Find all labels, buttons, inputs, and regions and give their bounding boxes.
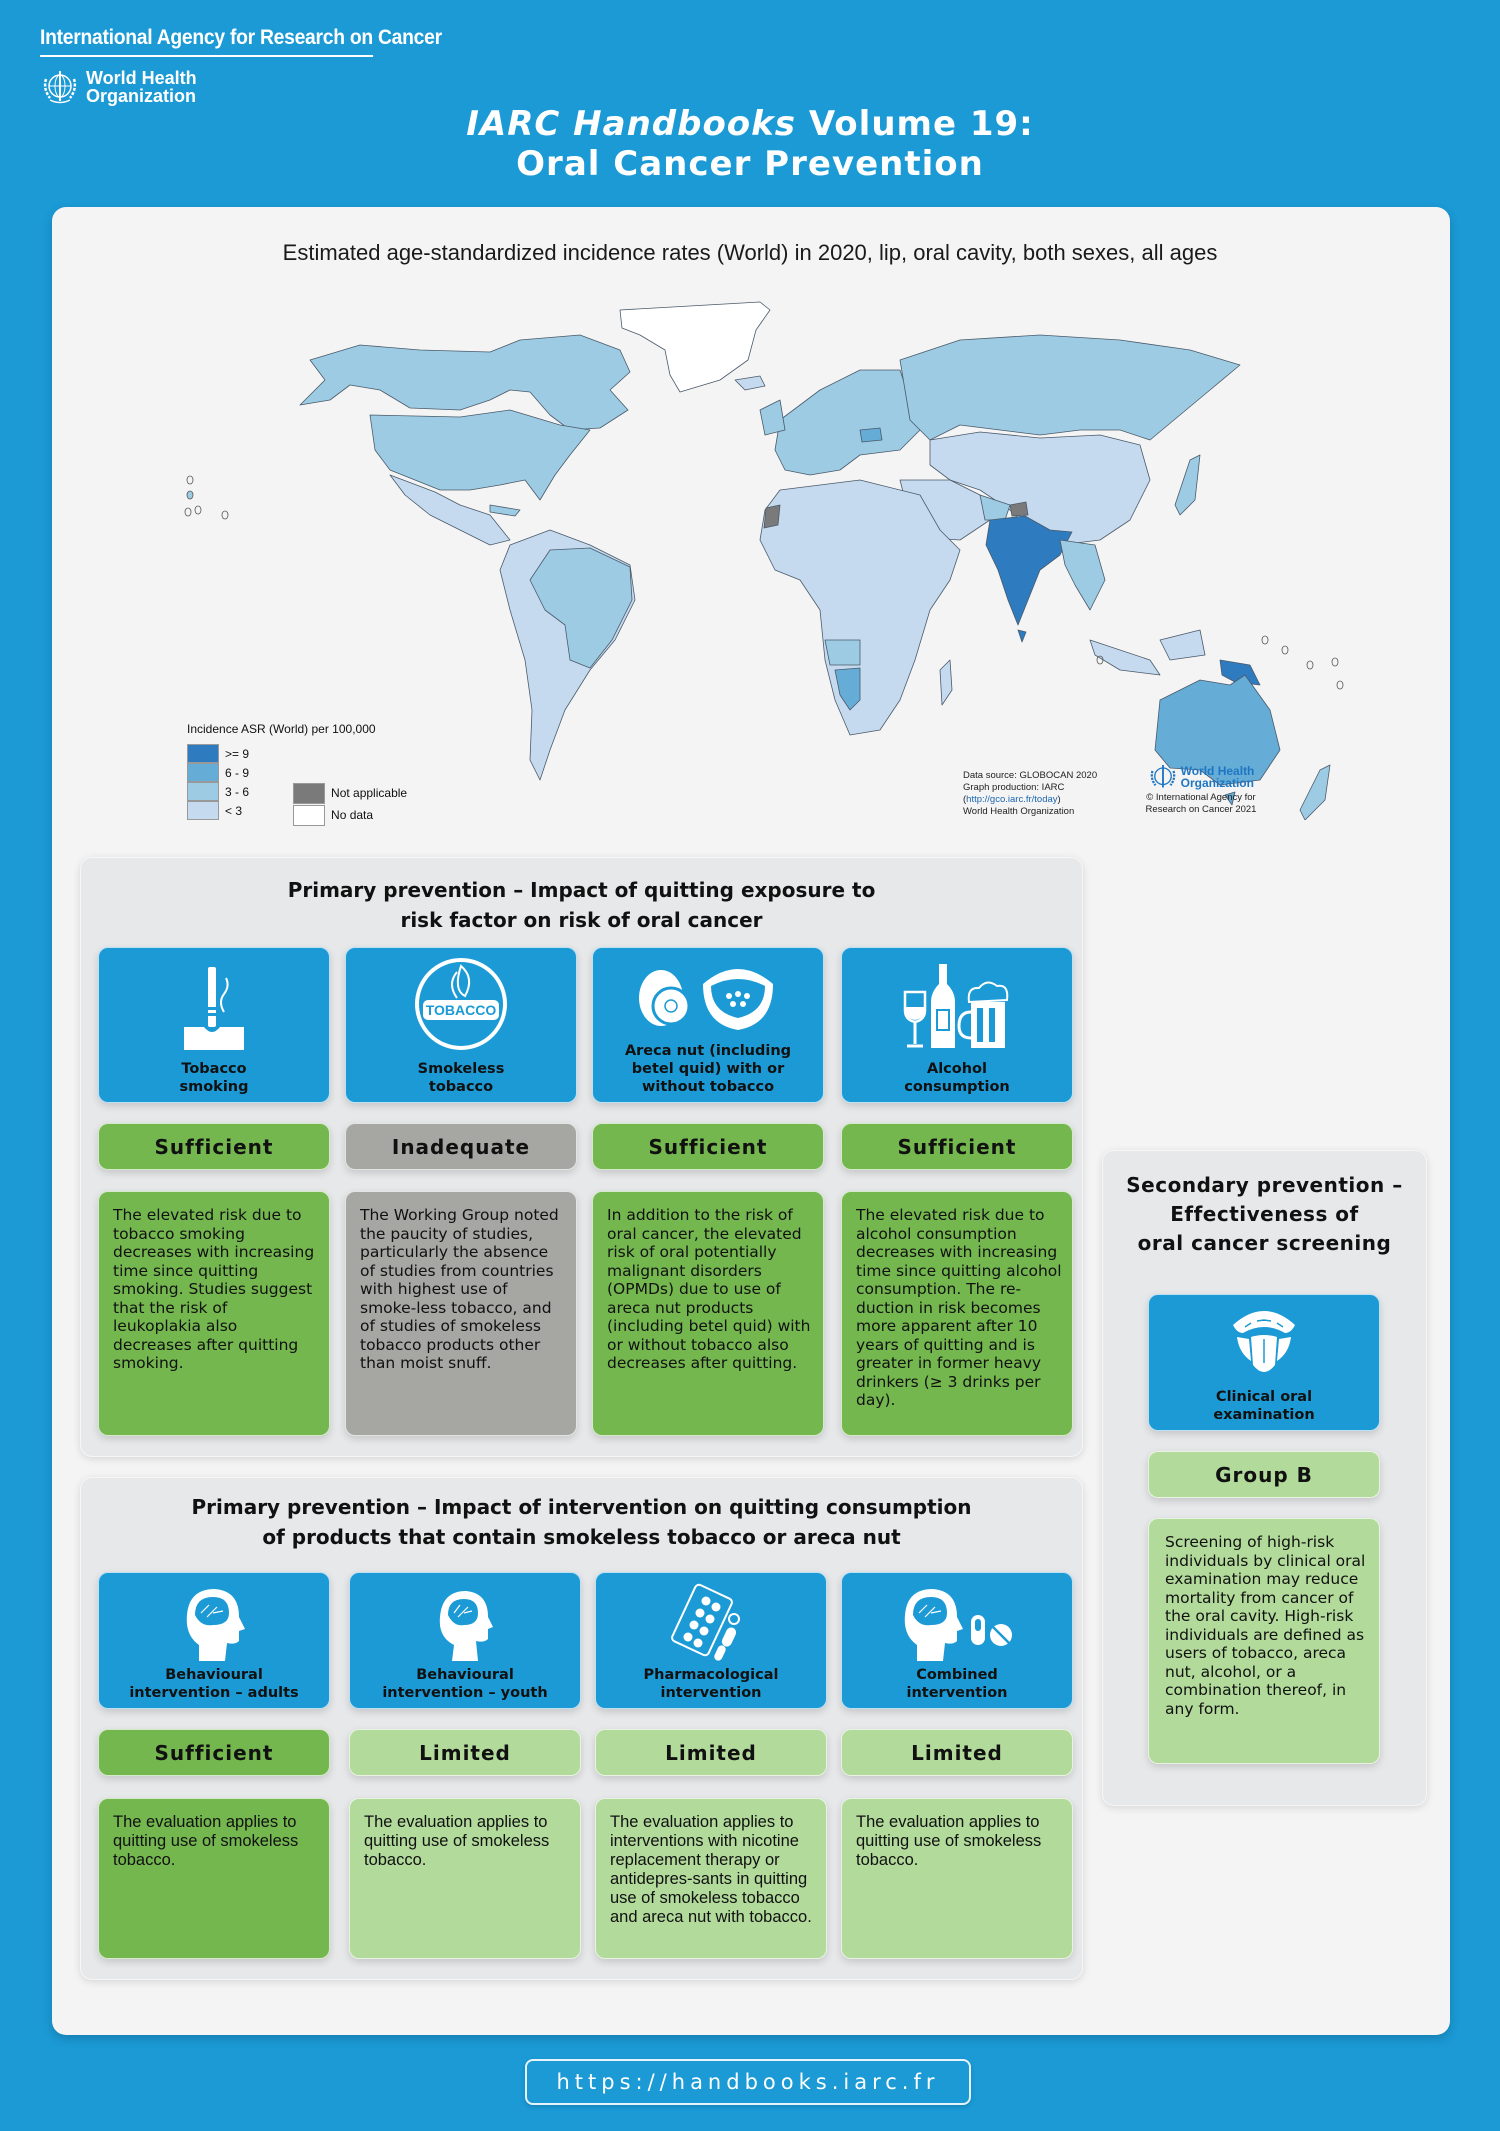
copyright-line1: © International Agency for	[1146, 792, 1256, 803]
org-header	[40, 26, 442, 107]
panel-title-line1: Primary prevention – Impact of quitting exposure to	[287, 878, 876, 902]
map-region-russia	[900, 335, 1240, 440]
tile-label: without tobacco	[641, 1079, 775, 1095]
evaluation-description	[349, 1798, 581, 1959]
description-text: The elevated risk due to alcohol consumption decreases with increasing time since quitting alcohol consumption. The re-duction in risk becomes more apparent after 10 years of quitting and is greater in former heavy drinkers (≥ 3 drinks per day).	[856, 1206, 1062, 1409]
pills-icon	[666, 1581, 756, 1665]
evaluation-description	[98, 1191, 330, 1436]
description-text: The elevated risk due to tobacco smoking decreases with increasing time since quitting smoking. Studies suggest that the risk of leukoplakia also decreases after quitting smoking.	[113, 1206, 315, 1372]
title-volume: Volume 19:	[796, 104, 1034, 144]
credit-paren-open: (	[963, 794, 967, 805]
tile-label: smoking	[179, 1079, 249, 1095]
who-name-line2: Organization	[86, 86, 197, 106]
legend-item	[187, 763, 249, 782]
tile-label: Pharmacological	[643, 1667, 779, 1683]
legend-swatch	[293, 783, 325, 804]
map-who-block	[1136, 762, 1266, 816]
credit-data-source: Data source: GLOBOCAN 2020	[963, 770, 1098, 781]
tile-label: intervention – adults	[129, 1685, 299, 1701]
evaluation-description	[841, 1191, 1073, 1436]
legend-swatch	[187, 744, 219, 763]
map-credits	[963, 770, 1097, 818]
legend-swatch	[293, 805, 325, 826]
who-emblem-icon	[1148, 762, 1178, 792]
legend-label: >= 9	[225, 746, 250, 761]
panel-title	[81, 1492, 1082, 1552]
description-text: The evaluation applies to quitting use of smokeless tobacco.	[113, 1813, 299, 1869]
legend-label: 3 - 6	[225, 784, 250, 799]
tile-label: examination	[1213, 1407, 1315, 1423]
head-pills-icon	[897, 1583, 1017, 1663]
legend-scale	[187, 744, 249, 826]
who-logo	[40, 67, 402, 107]
tile-label: Tobacco	[181, 1061, 247, 1077]
tile-label: intervention – youth	[382, 1685, 548, 1701]
evaluation-description	[592, 1191, 824, 1436]
areca-nut-mouth-icon	[633, 954, 783, 1034]
intervention-behavioural-adults	[98, 1572, 330, 1709]
screening-clinical-oral-examination	[1148, 1294, 1380, 1431]
tile-label: tobacco	[428, 1079, 494, 1095]
who-emblem-icon	[40, 67, 80, 107]
legend-label: No data	[331, 808, 374, 822]
panel-title	[81, 875, 1082, 935]
rating-badge: Group B	[1148, 1451, 1380, 1498]
rating-badge: Limited	[841, 1729, 1073, 1776]
title-line2: Oral Cancer Prevention	[516, 144, 984, 184]
risk-factor-areca-nut	[592, 947, 824, 1103]
evaluation-description	[1148, 1518, 1380, 1764]
evaluation-description	[595, 1798, 827, 1959]
legend-extra	[293, 782, 407, 826]
legend-swatch	[187, 782, 219, 801]
tile-label: intervention	[906, 1685, 1008, 1701]
description-text: The evaluation applies to interventions with nicotine replacement therapy or antidepres-sants in quitting use of smokeless tobacco and areca nut with tobacco.	[610, 1813, 812, 1926]
rating-badge: Inadequate	[345, 1123, 577, 1170]
title-italic: IARC Handbooks	[466, 104, 797, 144]
intervention-behavioural-youth	[349, 1572, 581, 1709]
rating-badge: Limited	[349, 1729, 581, 1776]
tile-label: Behavioural	[416, 1667, 514, 1683]
evaluation-description	[841, 1798, 1073, 1959]
alcohol-icon	[897, 962, 1017, 1052]
risk-factor-tobacco-smoking	[98, 947, 330, 1103]
panel-title	[1103, 1171, 1426, 1258]
tile-label: Areca nut (including	[624, 1043, 792, 1059]
panel-title-line1: Secondary prevention –	[1126, 1173, 1403, 1197]
description-text: Screening of high-risk individuals by clinical oral examination may reduce mortality from cancer of the oral cavity. High-risk individuals are defined as users of tobacco, areca nut, alcohol, or a combination thereof, in any form.	[1165, 1533, 1366, 1718]
legend-label: Not applicable	[331, 786, 408, 800]
description-text: The evaluation applies to quitting use of smokeless tobacco.	[364, 1813, 550, 1869]
panel-title-line2: Effectiveness of	[1170, 1202, 1359, 1226]
panel-title-line3: oral cancer screening	[1137, 1231, 1392, 1255]
copyright-line2: Research on Cancer 2021	[1145, 804, 1257, 815]
who-name-line1: World Health	[86, 68, 197, 88]
head-brain-adult-icon	[179, 1583, 249, 1663]
rating-badge: Limited	[595, 1729, 827, 1776]
tobacco-leaf-icon	[413, 956, 509, 1052]
panel-title-line2: risk factor on risk of oral cancer	[400, 908, 763, 932]
tile-label: betel quid) with or	[631, 1061, 785, 1077]
svg-text:TOBACCO: TOBACCO	[425, 1002, 497, 1018]
description-text: The Working Group noted the paucity of studies, particularly the absence of studies from countries with highest use of smoke-less tobacco, and of studies of smokeless tobacco products other than moist snuff.	[360, 1206, 559, 1372]
rating-badge: Sufficient	[841, 1123, 1073, 1170]
map-region-europe	[775, 370, 920, 475]
legend-swatch	[187, 763, 219, 782]
evaluation-description	[98, 1798, 330, 1959]
tile-label: Smokeless	[417, 1061, 505, 1077]
legend-label: < 3	[225, 803, 243, 818]
tile-label: Combined	[916, 1667, 998, 1683]
credit-paren-close: )	[1057, 794, 1061, 805]
tile-label: intervention	[660, 1685, 762, 1701]
rating-badge: Sufficient	[592, 1123, 824, 1170]
primary-prevention-intervention-panel	[80, 1477, 1083, 1980]
legend-title: Incidence ASR (World) per 100,000	[187, 722, 376, 736]
primary-prevention-quitting-panel	[80, 857, 1083, 1457]
description-text: The evaluation applies to quitting use of smokeless tobacco.	[856, 1813, 1042, 1869]
credit-who: World Health Organization	[963, 806, 1075, 817]
map-region-not-applicable	[1010, 502, 1028, 516]
mouth-tongue-icon	[1229, 1303, 1299, 1383]
secondary-prevention-panel	[1102, 1150, 1427, 1806]
page-title	[0, 104, 1500, 184]
tile-label: Alcohol	[926, 1061, 987, 1077]
map-region-north-america	[300, 335, 630, 430]
intervention-pharmacological	[595, 1572, 827, 1709]
cigarette-icon	[174, 962, 254, 1052]
legend-item	[187, 744, 249, 763]
risk-factor-alcohol	[841, 947, 1073, 1103]
credit-link[interactable]: http://gco.iarc.fr/today	[966, 794, 1058, 805]
panel-title-line2: of products that contain smokeless tobacco or areca nut	[262, 1525, 901, 1549]
risk-factor-smokeless-tobacco	[345, 947, 577, 1103]
legend-item	[187, 801, 249, 820]
tile-label: consumption	[904, 1079, 1010, 1095]
rating-badge: Sufficient	[98, 1729, 330, 1776]
tile-label: Behavioural	[165, 1667, 263, 1683]
map-legend	[187, 722, 407, 826]
handbooks-url-link[interactable]: https://handbooks.iarc.fr	[525, 2059, 971, 2105]
evaluation-description	[345, 1191, 577, 1436]
legend-item	[187, 782, 249, 801]
credit-graph-production: Graph production: IARC	[963, 782, 1065, 793]
legend-label: 6 - 9	[225, 765, 250, 780]
map-who-line1: World Health	[1180, 764, 1255, 778]
intervention-combined	[841, 1572, 1073, 1709]
rating-badge: Sufficient	[98, 1123, 330, 1170]
legend-swatch	[187, 801, 219, 820]
iarc-name: International Agency for Research on Cancer	[40, 26, 373, 57]
legend-item	[293, 804, 407, 826]
map-title: Estimated age-standardized incidence rates (World) in 2020, lip, oral cavity, both sexes, all ages	[282, 240, 1218, 265]
map-who-logo	[1136, 762, 1266, 792]
panel-title-line1: Primary prevention – Impact of intervention on quitting consumption	[191, 1495, 972, 1519]
legend-item	[293, 782, 407, 804]
head-brain-youth-icon	[430, 1583, 500, 1663]
tile-label: Clinical oral	[1215, 1389, 1313, 1405]
description-text: In addition to the risk of oral cancer, the elevated risk of oral potentially malignant disorders (OPMDs) due to use of areca nut products (including betel quid) with or without tobacco also decreases after quitting.	[607, 1206, 811, 1372]
map-who-line2: Organization	[1180, 776, 1254, 790]
map-region-south-asia	[986, 516, 1072, 625]
